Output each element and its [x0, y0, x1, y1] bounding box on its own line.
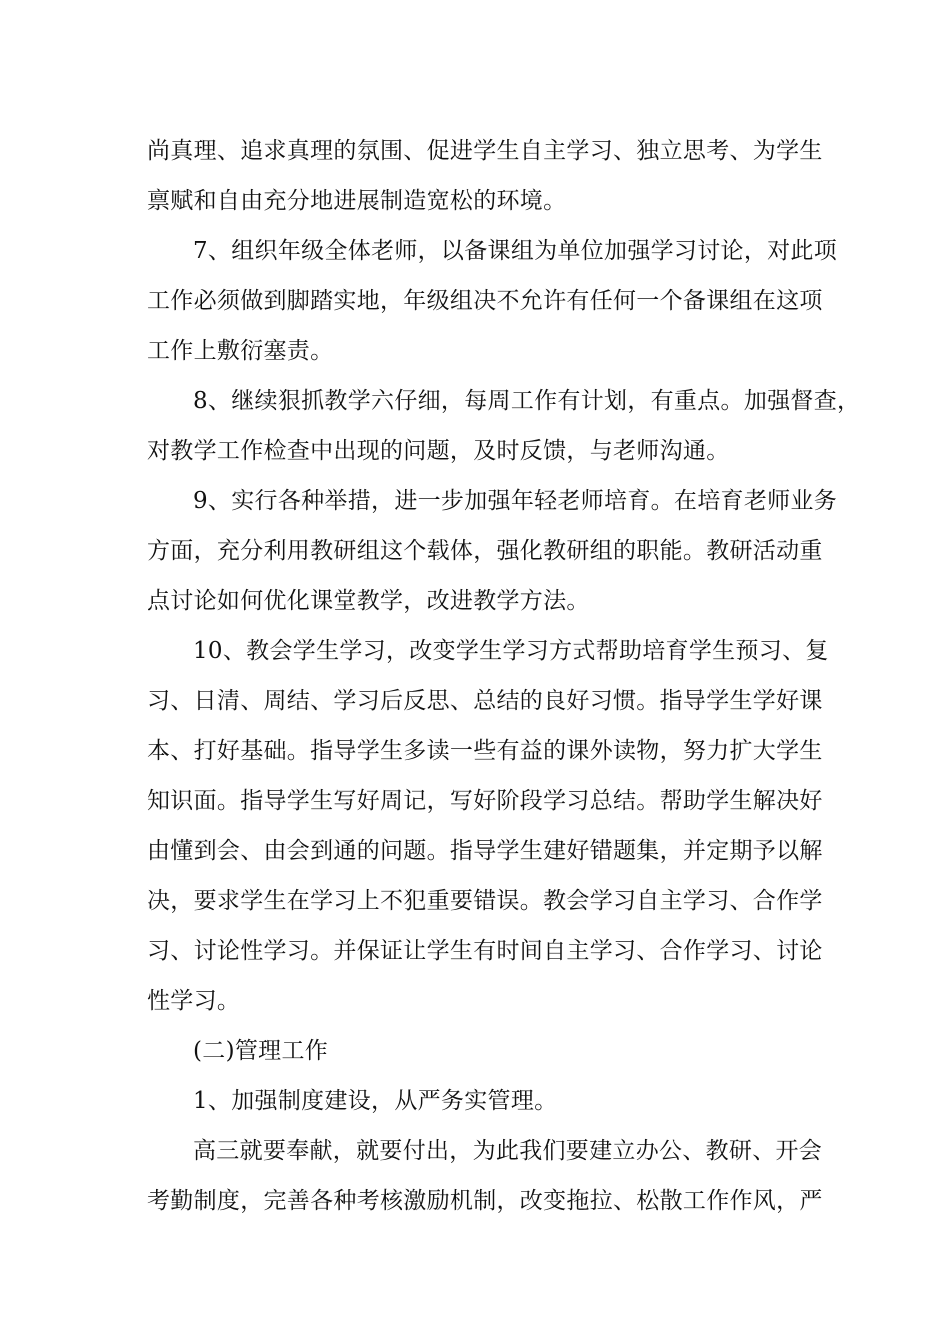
text-line: 知识面。指导学生写好周记，写好阶段学习总结。帮助学生解决好 [147, 788, 823, 814]
section-heading: (二)管理工作 [193, 1038, 329, 1064]
text-line: 习、日清、周结、学习后反思、总结的良好习惯。指导学生学好课 [147, 688, 823, 714]
text-line: 工作必须做到脚踏实地，年级组决不允许有任何一个备课组在这项 [147, 288, 823, 314]
text-line: 点讨论如何优化课堂教学，改进教学方法。 [147, 588, 590, 614]
text-line: 对教学工作检查中出现的问题，及时反馈，与老师沟通。 [147, 438, 730, 464]
text-line: 尚真理、追求真理的氛围、促进学生自主学习、独立思考、为学生 [147, 138, 823, 164]
document-body [147, 126, 861, 1226]
text-line: 本、打好基础。指导学生多读一些有益的课外读物，努力扩大学生 [147, 738, 823, 764]
paragraph-start-line: 10、教会学生学习，改变学生学习方式帮助培育学生预习、复 [193, 638, 829, 664]
text-line: 决，要求学生在学习上不犯重要错误。教会学习自主学习、合作学 [147, 888, 823, 914]
text-line: 由懂到会、由会到通的问题。指导学生建好错题集，并定期予以解 [147, 838, 823, 864]
text-line: 习、讨论性学习。并保证让学生有时间自主学习、合作学习、讨论 [147, 938, 823, 964]
text-line: 性学习。 [147, 988, 241, 1014]
paragraph-start-line: 9、实行各种举措，进一步加强年轻老师培育。在培育老师业务 [193, 488, 838, 514]
subsection-heading: 1、加强制度建设，从严务实管理。 [193, 1088, 558, 1114]
text-line: 工作上敷衍塞责。 [147, 338, 334, 364]
paragraph-start-line: 7、组织年级全体老师，以备课组为单位加强学习讨论，对此项 [193, 238, 838, 264]
paragraph-start-line: 高三就要奉献，就要付出，为此我们要建立办公、教研、开会 [193, 1138, 823, 1164]
text-line: 禀赋和自由充分地进展制造宽松的环境。 [147, 188, 567, 214]
text-line: 考勤制度，完善各种考核激励机制，改变拖拉、松散工作作风，严 [147, 1188, 823, 1214]
paragraph-start-line: 8、继续狠抓教学六仔细，每周工作有计划，有重点。加强督查， [193, 388, 861, 414]
text-line: 方面，充分利用教研组这个载体，强化教研组的职能。教研活动重 [147, 538, 823, 564]
